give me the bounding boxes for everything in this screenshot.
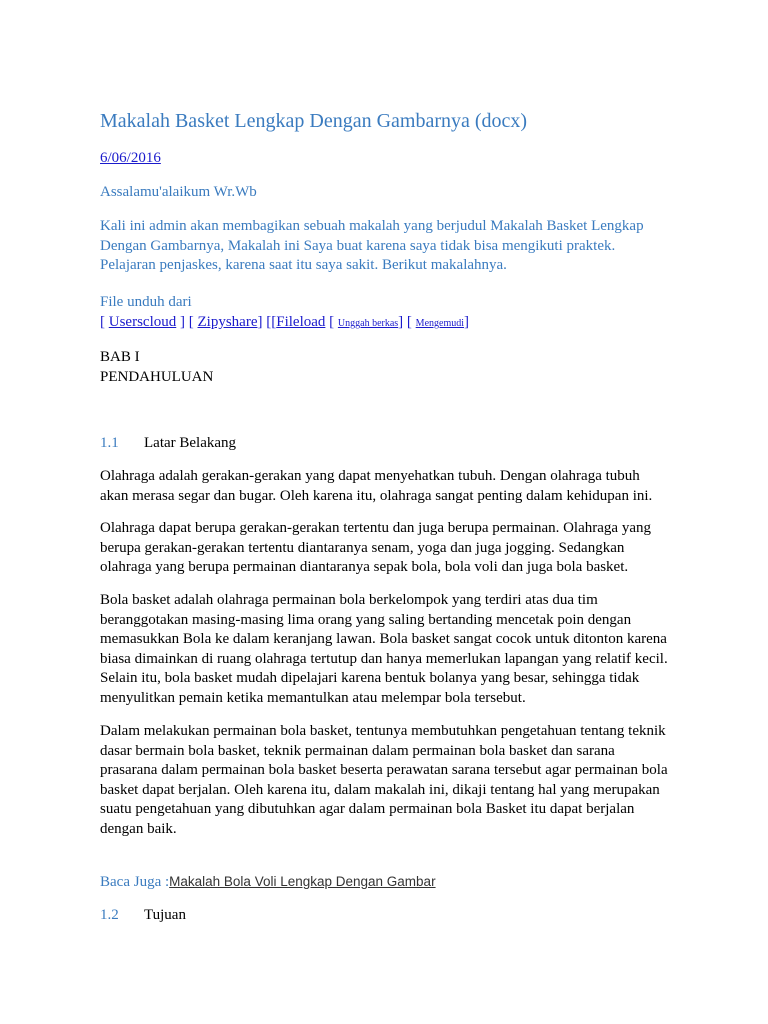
document-title: Makalah Basket Lengkap Dengan Gambarnya (docx) <box>100 110 528 132</box>
post-date-link[interactable]: 6/06/2016 <box>100 150 161 166</box>
download-links: [ Userscloud ] [ Zipyshare] [[Fileload [ Unggah berkas] [ Mengemudi] <box>100 314 469 330</box>
read-also-label: Baca Juga : <box>100 874 170 890</box>
post-date[interactable] <box>100 149 670 167</box>
section-heading-1-2 <box>100 905 670 925</box>
section-number: 1.2 <box>100 907 119 923</box>
intro-paragraph: Kali ini admin akan membagikan sebuah makalah yang berjudul Makalah Basket Lengkap Dengan Gambarnya, Makalah ini Saya buat karena saya tidak bisa mengikuti praktek. Pelajaran penjaskes, karena saat itu saya sakit. Berikut makalahnya. <box>100 218 644 273</box>
link-fileload[interactable]: Fileload <box>276 314 326 330</box>
greeting: Assalamu'alaikum Wr.Wb <box>100 184 257 200</box>
paragraph-4: Dalam melakukan permainan bola basket, tentunya membutuhkan pengetahuan tentang teknik dasar bermain bola basket, teknik permainan dalam permainan bola basket dan sarana prasarana dalam permainan bola basket beserta perawatan sarana tersebut agar permainan bola basket dapat berjalan. Oleh karena itu, dalam makalah ini, dikaji tentang hal yang merupakan suatu pengetahuan yang dibutuhkan agar dalam permainan bola Basket itu dapat berjalan dengan baik. <box>100 723 668 837</box>
chapter-heading <box>100 347 670 387</box>
chapter-number: BAB I <box>100 349 140 365</box>
chapter-title: PENDAHULUAN <box>100 369 214 385</box>
section-number: 1.1 <box>100 435 119 451</box>
section-heading-1-1 <box>100 433 670 453</box>
section-title: Latar Belakang <box>144 435 237 451</box>
link-userscloud[interactable]: Userscloud <box>108 314 177 330</box>
link-unggah-berkas[interactable]: Unggah berkas <box>337 318 399 329</box>
file-download-label: File unduh dari <box>100 294 192 310</box>
link-mengemudi[interactable]: Mengemudi <box>415 318 464 329</box>
read-also-link[interactable]: Makalah Bola Voli Lengkap Dengan Gambar <box>169 874 436 889</box>
paragraph-3: Bola basket adalah olahraga permainan bola berkelompok yang terdiri atas dua tim beranggotakan masing-masing lima orang yang saling bertanding mencetak poin dengan memasukkan Bola ke dalam keranjang lawan. Bola basket sangat cocok untuk ditonton karena biasa dimainkan di ruang olahraga tertutup dan hanya memerlukan lapangan yang relatif kecil. Selain itu, bola basket mudah dipelajari karena bentuk bolanya yang besar, sehingga tidak menyulitkan pemain ketika memantulkan atau melempar bola tersebut. <box>100 592 668 706</box>
read-also <box>100 872 670 892</box>
section-title: Tujuan <box>144 907 186 923</box>
paragraph-1: Olahraga adalah gerakan-gerakan yang dapat menyehatkan tubuh. Dengan olahraga tubuh akan merasa segar dan bugar. Oleh karena itu, olahraga sangat penting dalam kehidupan ini. <box>100 468 653 504</box>
paragraph-2: Olahraga dapat berupa gerakan-gerakan tertentu dan juga berupa permainan. Olahraga yang berupa gerakan-gerakan tertentu diantaranya senam, yoga dan juga jogging. Sedangkan olahraga yang berupa permainan diantaranya sepak bola, bola voli dan juga bola basket. <box>100 520 651 576</box>
link-zipyshare[interactable]: Zipyshare <box>197 314 258 330</box>
